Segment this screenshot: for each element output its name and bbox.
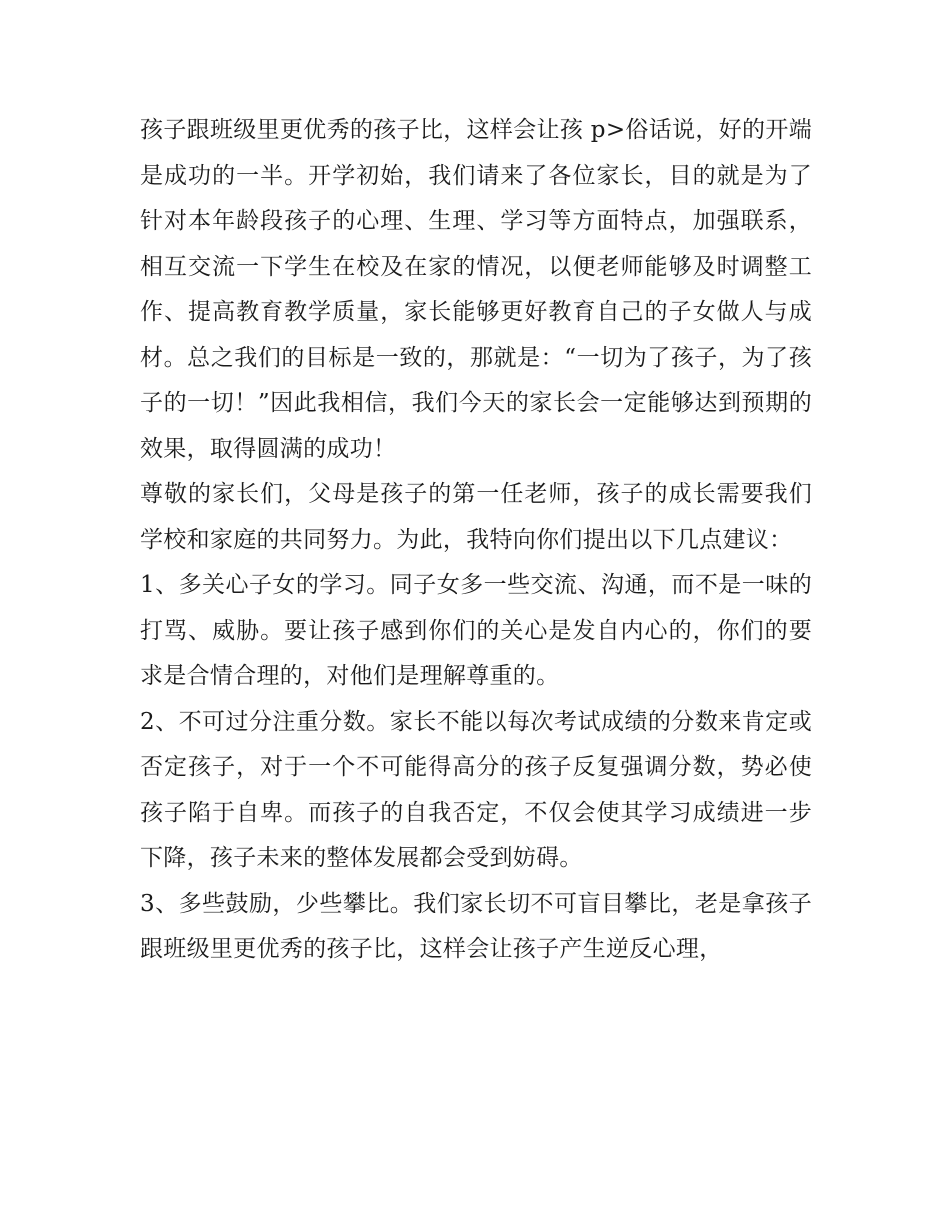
paragraph-suggestion-2: 2、不可过分注重分数。家长不能以每次考试成绩的分数来肯定或否定孩子，对于一个不可能得高分的孩子反复强调分数，势必使孩子陷于自卑。而孩子的自我否定，不仅会使其学习成绩进一步下降，孩子未来的整体发展都会受到妨碍。 (140, 708, 812, 871)
paragraph-suggestion-3: 3、多些鼓励，少些攀比。我们家长切不可盲目攀比，老是拿孩子跟班级里更优秀的孩子比，这样会让孩子产生逆反心理， (140, 890, 812, 962)
paragraph-suggestion-1: 1、多关心子女的学习。同子女多一些交流、沟通，而不是一味的打骂、威胁。要让孩子感到你们的关心是发自内心的，你们的要求是合情合理的，对他们是理解尊重的。 (140, 572, 812, 689)
paragraph-appeal: 尊敬的家长们，父母是孩子的第一任老师，孩子的成长需要我们学校和家庭的共同努力。为此，我特向你们提出以下几点建议： (140, 481, 812, 553)
paragraph-opening: 孩子跟班级里更优秀的孩子比，这样会让孩 p>俗话说，好的开端是成功的一半。开学初始，我们请来了各位家长，目的就是为了针对本年龄段孩子的心理、生理、学习等方面特点，加强联系，相互交流一下学生在校及在家的情况，以便老师能够及时调整工作、提高教育教学质量，家长能够更好教育自己的子女做人与成材。总之我们的目标是一致的，那就是：“一切为了孩子，为了孩子的一切！”因此我相信，我们今天的家长会一定能够达到预期的效果，取得圆满的成功！ (140, 117, 812, 462)
document-body (140, 108, 812, 973)
